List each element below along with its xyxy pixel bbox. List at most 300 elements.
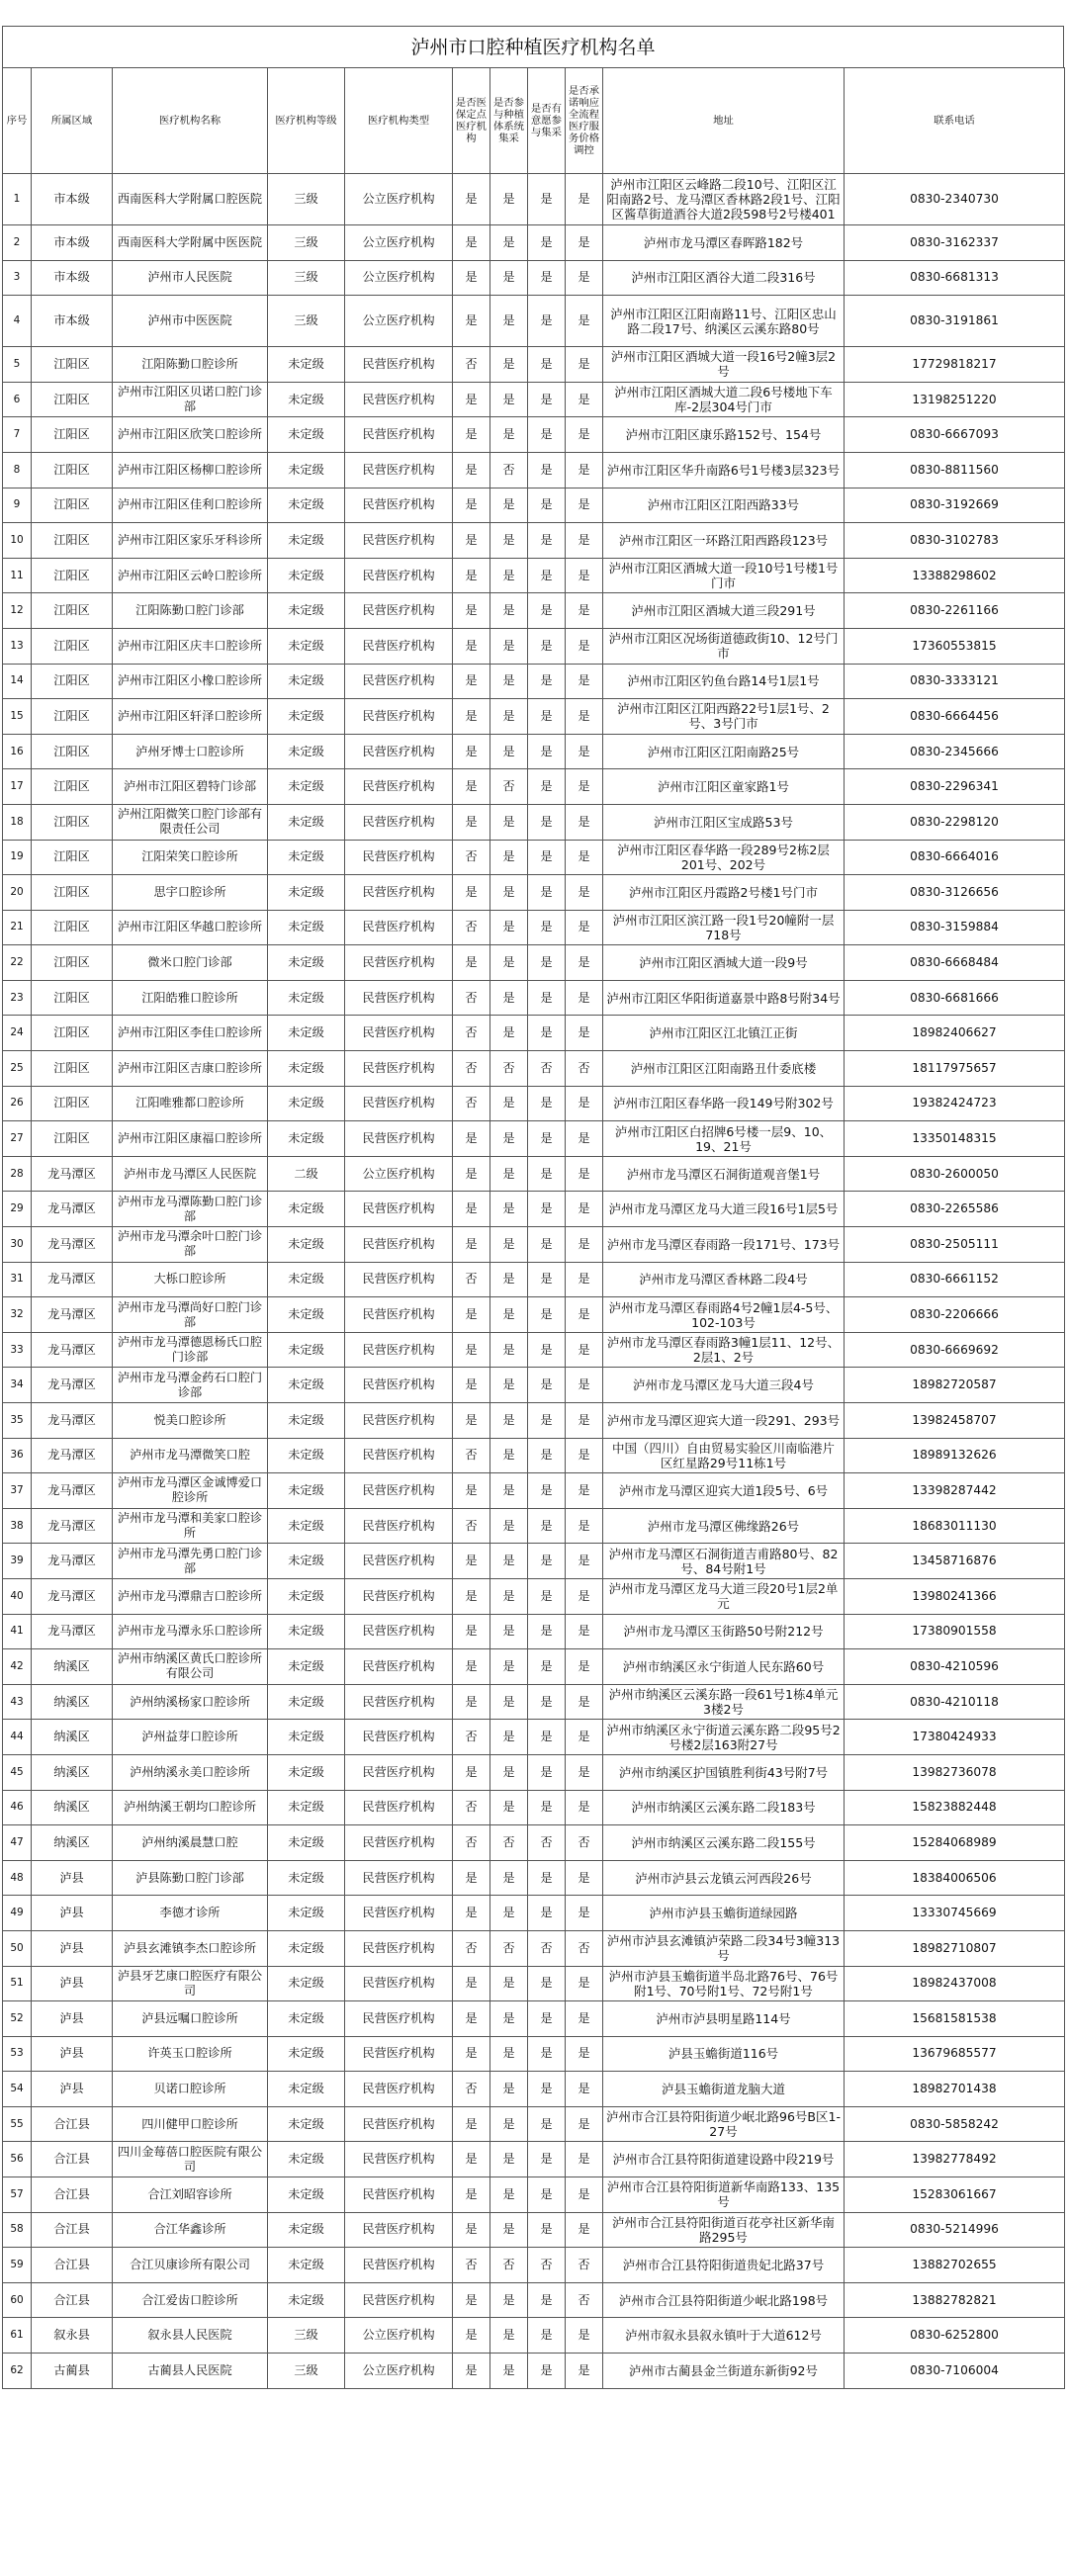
institution-name-cell: 合江爱齿口腔诊所 (113, 2282, 268, 2318)
address-cell: 中国（四川）自由贸易实验区川南临港片区红星路29号11栋1号 (603, 1438, 845, 1473)
phone-cell: 13679685577 (845, 2036, 1065, 2072)
phone-cell: 0830-2261166 (845, 593, 1065, 629)
medical-insurance-designated-cell: 是 (453, 804, 490, 840)
phone-cell: 13458716876 (845, 1544, 1065, 1579)
price-commitment-cell: 是 (566, 1368, 603, 1403)
table-row (3, 1368, 1065, 1403)
institution-name-cell: 贝诺口腔诊所 (113, 2072, 268, 2107)
address-cell: 泸州市江阳区康乐路152号、154号 (603, 417, 845, 453)
medical-insurance-designated-cell: 是 (453, 2142, 490, 2177)
medical-insurance-designated-cell: 是 (453, 1544, 490, 1579)
row-number-cell: 26 (3, 1086, 32, 1121)
region-cell: 龙马潭区 (32, 1508, 113, 1544)
institution-name-cell: 泸州纳溪王朝均口腔诊所 (113, 1790, 268, 1825)
table-row (3, 1473, 1065, 1509)
institution-type-cell: 民营医疗机构 (345, 1754, 453, 1790)
phone-cell: 0830-2206666 (845, 1297, 1065, 1333)
region-cell: 合江县 (32, 2142, 113, 2177)
region-cell: 江阳区 (32, 734, 113, 769)
row-number-cell: 24 (3, 1016, 32, 1051)
joined-procurement-cell: 否 (490, 1051, 528, 1087)
joined-procurement-cell: 是 (490, 699, 528, 735)
price-commitment-cell: 是 (566, 2072, 603, 2107)
institution-name-cell: 泸州市江阳区佳利口腔诊所 (113, 488, 268, 523)
institution-type-cell: 民营医疗机构 (345, 1860, 453, 1896)
willing-procurement-cell: 是 (528, 1508, 566, 1544)
address-cell: 泸州市江阳区江阳西路22号1层1号、2号、3号门市 (603, 699, 845, 735)
willing-procurement-cell: 是 (528, 1086, 566, 1121)
institution-type-cell: 民营医疗机构 (345, 1544, 453, 1579)
table-row (3, 2248, 1065, 2283)
price-commitment-cell: 是 (566, 1473, 603, 1509)
table-row (3, 2354, 1065, 2389)
price-commitment-cell: 是 (566, 296, 603, 347)
address-cell: 泸州市纳溪区云溪东路一段61号1栋4单元3楼2号 (603, 1684, 845, 1720)
institution-type-cell: 民营医疗机构 (345, 1227, 453, 1263)
medical-insurance-designated-cell: 是 (453, 875, 490, 911)
region-cell: 江阳区 (32, 417, 113, 453)
institution-type-cell: 民营医疗机构 (345, 1930, 453, 1966)
institution-type-cell: 公立医疗机构 (345, 1156, 453, 1192)
medical-insurance-designated-cell: 是 (453, 1368, 490, 1403)
institution-type-cell: 民营医疗机构 (345, 1790, 453, 1825)
table-row (3, 1121, 1065, 1157)
table-row (3, 1754, 1065, 1790)
phone-cell: 0830-8811560 (845, 452, 1065, 488)
institution-level-cell: 未定级 (268, 2142, 345, 2177)
medical-insurance-designated-cell: 否 (453, 1720, 490, 1755)
price-commitment-cell: 是 (566, 699, 603, 735)
table-row (3, 1544, 1065, 1579)
joined-procurement-cell: 是 (490, 1544, 528, 1579)
region-cell: 江阳区 (32, 488, 113, 523)
row-number-cell: 22 (3, 945, 32, 981)
medical-insurance-designated-cell: 是 (453, 2036, 490, 2072)
willing-procurement-cell: 是 (528, 2212, 566, 2248)
institution-level-cell: 未定级 (268, 1016, 345, 1051)
table-row (3, 347, 1065, 383)
medical-insurance-designated-cell: 是 (453, 2354, 490, 2389)
institution-type-cell: 民营医疗机构 (345, 2177, 453, 2213)
joined-procurement-cell: 是 (490, 1790, 528, 1825)
table-row (3, 558, 1065, 593)
phone-cell: 0830-3159884 (845, 910, 1065, 945)
institution-level-cell: 未定级 (268, 1473, 345, 1509)
phone-cell: 13882782821 (845, 2282, 1065, 2318)
row-number-cell: 54 (3, 2072, 32, 2107)
phone-cell: 18982710807 (845, 1930, 1065, 1966)
institution-name-cell: 泸州市龙马潭陈勤口腔门诊部 (113, 1192, 268, 1227)
joined-procurement-cell: 是 (490, 558, 528, 593)
institution-level-cell: 未定级 (268, 417, 345, 453)
joined-procurement-cell: 是 (490, 1578, 528, 1614)
joined-procurement-cell: 是 (490, 1368, 528, 1403)
phone-cell: 0830-7106004 (845, 2354, 1065, 2389)
phone-cell: 0830-4210118 (845, 1684, 1065, 1720)
institution-name-cell: 泸州市中医医院 (113, 296, 268, 347)
institution-name-cell: 泸州市江阳区云岭口腔诊所 (113, 558, 268, 593)
joined-procurement-cell: 是 (490, 804, 528, 840)
region-cell: 龙马潭区 (32, 1403, 113, 1439)
price-commitment-cell: 是 (566, 1966, 603, 2001)
medical-insurance-designated-cell: 是 (453, 1896, 490, 1931)
institution-name-cell: 四川金莓蓓口腔医院有限公司 (113, 2142, 268, 2177)
row-number-cell: 10 (3, 523, 32, 559)
row-number-cell: 55 (3, 2106, 32, 2142)
row-number-cell: 32 (3, 1297, 32, 1333)
region-cell: 龙马潭区 (32, 1614, 113, 1649)
phone-cell: 0830-2345666 (845, 734, 1065, 769)
address-cell: 泸州市龙马潭区春雨路4号2幢1层4-5号、102-103号 (603, 1297, 845, 1333)
phone-cell: 13398287442 (845, 1473, 1065, 1509)
institution-type-cell: 民营医疗机构 (345, 2282, 453, 2318)
phone-cell: 0830-6667093 (845, 417, 1065, 453)
institution-name-cell: 泸州市江阳区欣笑口腔诊所 (113, 417, 268, 453)
address-cell: 泸州市泸县云龙镇云河西段26号 (603, 1860, 845, 1896)
willing-procurement-cell: 是 (528, 2354, 566, 2389)
row-number-cell: 30 (3, 1227, 32, 1263)
address-cell: 泸州市江阳区江阳西路33号 (603, 488, 845, 523)
row-number-cell: 52 (3, 2001, 32, 2037)
row-number-cell: 9 (3, 488, 32, 523)
price-commitment-cell: 是 (566, 1614, 603, 1649)
row-number-cell: 21 (3, 910, 32, 945)
willing-procurement-cell: 是 (528, 296, 566, 347)
institution-name-cell: 悦美口腔诊所 (113, 1403, 268, 1439)
address-cell: 泸州市合江县符阳街道少岷北路198号 (603, 2282, 845, 2318)
institution-level-cell: 二级 (268, 1156, 345, 1192)
address-cell: 泸州市江阳区云峰路二段10号、江阳区江阳南路2号、龙马潭区香林路2段1号、江阳区酱草街道酒谷大道2段598号2号楼401 (603, 174, 845, 225)
region-cell: 合江县 (32, 2177, 113, 2213)
phone-cell: 17729818217 (845, 347, 1065, 383)
address-cell: 泸州市江阳区江阳南路11号、江阳区忠山路二段17号、纳溪区云溪东路80号 (603, 296, 845, 347)
willing-procurement-cell: 是 (528, 1614, 566, 1649)
institution-level-cell: 未定级 (268, 1368, 345, 1403)
phone-cell: 17380901558 (845, 1614, 1065, 1649)
willing-procurement-cell: 是 (528, 910, 566, 945)
institution-name-cell: 合江华鑫诊所 (113, 2212, 268, 2248)
table-row (3, 2106, 1065, 2142)
address-cell: 泸州市纳溪区云溪东路二段183号 (603, 1790, 845, 1825)
row-number-cell: 29 (3, 1192, 32, 1227)
willing-procurement-cell: 是 (528, 1790, 566, 1825)
institution-name-cell: 泸州市龙马潭区金诚博爱口腔诊所 (113, 1473, 268, 1509)
region-cell: 龙马潭区 (32, 1438, 113, 1473)
joined-procurement-cell: 否 (490, 1930, 528, 1966)
region-cell: 市本级 (32, 296, 113, 347)
phone-cell: 18683011130 (845, 1508, 1065, 1544)
institution-level-cell: 未定级 (268, 840, 345, 875)
medical-insurance-designated-cell: 否 (453, 2248, 490, 2283)
address-cell: 泸州市合江县符阳街道新华南路133、135号 (603, 2177, 845, 2213)
joined-procurement-cell: 是 (490, 2106, 528, 2142)
table-row (3, 1966, 1065, 2001)
institution-name-cell: 泸州市江阳区贝诺口腔门诊部 (113, 382, 268, 417)
price-commitment-cell: 是 (566, 664, 603, 699)
institution-level-cell: 未定级 (268, 734, 345, 769)
willing-procurement-cell: 是 (528, 1473, 566, 1509)
table-row (3, 417, 1065, 453)
table-row (3, 1825, 1065, 1861)
region-cell: 龙马潭区 (32, 1544, 113, 1579)
region-cell: 江阳区 (32, 1086, 113, 1121)
willing-procurement-cell: 是 (528, 875, 566, 911)
row-number-cell: 1 (3, 174, 32, 225)
medical-insurance-designated-cell: 是 (453, 1227, 490, 1263)
willing-procurement-cell: 否 (528, 2248, 566, 2283)
institution-name-cell: 泸州市纳溪区黄氏口腔诊所有限公司 (113, 1649, 268, 1685)
price-commitment-cell: 是 (566, 1896, 603, 1931)
table-row (3, 593, 1065, 629)
institution-level-cell: 未定级 (268, 910, 345, 945)
medical-insurance-designated-cell: 是 (453, 1121, 490, 1157)
address-cell: 泸州市江阳区丹霞路2号楼1号门市 (603, 875, 845, 911)
institution-level-cell: 三级 (268, 2318, 345, 2354)
address-cell: 泸州市江阳区童家路1号 (603, 769, 845, 805)
region-cell: 龙马潭区 (32, 1368, 113, 1403)
phone-cell: 0830-3162337 (845, 225, 1065, 261)
header-cell: 医疗机构等级 (268, 68, 345, 174)
institution-name-cell: 泸州牙博士口腔诊所 (113, 734, 268, 769)
institution-level-cell: 未定级 (268, 1297, 345, 1333)
institution-type-cell: 民营医疗机构 (345, 628, 453, 664)
joined-procurement-cell: 是 (490, 2282, 528, 2318)
price-commitment-cell: 是 (566, 628, 603, 664)
willing-procurement-cell: 是 (528, 1403, 566, 1439)
price-commitment-cell: 是 (566, 1227, 603, 1263)
institution-level-cell: 未定级 (268, 488, 345, 523)
address-cell: 泸州市龙马潭区迎宾大道一段291、293号 (603, 1403, 845, 1439)
joined-procurement-cell: 是 (490, 1192, 528, 1227)
institution-type-cell: 民营医疗机构 (345, 1121, 453, 1157)
region-cell: 江阳区 (32, 452, 113, 488)
region-cell: 江阳区 (32, 804, 113, 840)
institution-name-cell: 泸州纳溪杨家口腔诊所 (113, 1684, 268, 1720)
price-commitment-cell: 是 (566, 875, 603, 911)
phone-cell: 19382424723 (845, 1086, 1065, 1121)
institution-name-cell: 古蔺县人民医院 (113, 2354, 268, 2389)
institution-name-cell: 泸州市龙马潭区人民医院 (113, 1156, 268, 1192)
table-row (3, 452, 1065, 488)
institution-level-cell: 未定级 (268, 2248, 345, 2283)
institution-type-cell: 民营医疗机构 (345, 875, 453, 911)
institution-type-cell: 民营医疗机构 (345, 2142, 453, 2177)
phone-cell: 15681581538 (845, 2001, 1065, 2037)
institution-name-cell: 泸州市人民医院 (113, 260, 268, 296)
joined-procurement-cell: 是 (490, 1403, 528, 1439)
row-number-cell: 50 (3, 1930, 32, 1966)
joined-procurement-cell: 是 (490, 2177, 528, 2213)
region-cell: 市本级 (32, 174, 113, 225)
joined-procurement-cell: 是 (490, 875, 528, 911)
row-number-cell: 39 (3, 1544, 32, 1579)
institution-level-cell: 未定级 (268, 1684, 345, 1720)
willing-procurement-cell: 否 (528, 1930, 566, 1966)
region-cell: 泸县 (32, 2072, 113, 2107)
phone-cell: 0830-2340730 (845, 174, 1065, 225)
region-cell: 合江县 (32, 2248, 113, 2283)
institution-type-cell: 民营医疗机构 (345, 1508, 453, 1544)
joined-procurement-cell: 是 (490, 2212, 528, 2248)
willing-procurement-cell: 是 (528, 593, 566, 629)
institution-level-cell: 未定级 (268, 593, 345, 629)
institution-type-cell: 民营医疗机构 (345, 2036, 453, 2072)
phone-cell: 0830-3333121 (845, 664, 1065, 699)
row-number-cell: 4 (3, 296, 32, 347)
table-row (3, 664, 1065, 699)
institution-level-cell: 未定级 (268, 1614, 345, 1649)
address-cell: 泸州市江阳区江北镇江正街 (603, 1016, 845, 1051)
phone-cell: 15283061667 (845, 2177, 1065, 2213)
table-row (3, 1860, 1065, 1896)
header-cell: 是否有意愿参与集采 (528, 68, 566, 174)
region-cell: 合江县 (32, 2106, 113, 2142)
row-number-cell: 18 (3, 804, 32, 840)
table-row (3, 1156, 1065, 1192)
row-number-cell: 23 (3, 980, 32, 1016)
price-commitment-cell: 是 (566, 734, 603, 769)
institution-level-cell: 未定级 (268, 523, 345, 559)
joined-procurement-cell: 是 (490, 417, 528, 453)
institution-type-cell: 民营医疗机构 (345, 1473, 453, 1509)
table-row (3, 1262, 1065, 1297)
table-row (3, 840, 1065, 875)
price-commitment-cell: 否 (566, 1051, 603, 1087)
phone-cell: 0830-3126656 (845, 875, 1065, 911)
region-cell: 江阳区 (32, 558, 113, 593)
price-commitment-cell: 是 (566, 225, 603, 261)
institution-type-cell: 民营医疗机构 (345, 1262, 453, 1297)
institution-level-cell: 未定级 (268, 1121, 345, 1157)
willing-procurement-cell: 是 (528, 347, 566, 383)
row-number-cell: 7 (3, 417, 32, 453)
medical-insurance-designated-cell: 是 (453, 488, 490, 523)
row-number-cell: 35 (3, 1403, 32, 1439)
institution-level-cell: 未定级 (268, 2282, 345, 2318)
institution-table (2, 67, 1065, 2389)
institution-name-cell: 泸州市江阳区李佳口腔诊所 (113, 1016, 268, 1051)
region-cell: 龙马潭区 (32, 1192, 113, 1227)
joined-procurement-cell: 是 (490, 593, 528, 629)
joined-procurement-cell: 是 (490, 980, 528, 1016)
institution-name-cell: 泸州市龙马潭鼎吉口腔诊所 (113, 1578, 268, 1614)
institution-type-cell: 公立医疗机构 (345, 2318, 453, 2354)
medical-insurance-designated-cell: 是 (453, 945, 490, 981)
institution-name-cell: 泸县牙艺康口腔医疗有限公司 (113, 1966, 268, 2001)
medical-insurance-designated-cell: 是 (453, 734, 490, 769)
region-cell: 合江县 (32, 2282, 113, 2318)
address-cell: 泸县玉蟾街道龙脑大道 (603, 2072, 845, 2107)
institution-type-cell: 民营医疗机构 (345, 1684, 453, 1720)
willing-procurement-cell: 是 (528, 840, 566, 875)
willing-procurement-cell: 是 (528, 452, 566, 488)
address-cell: 泸州市泸县玉蟾街道半岛北路76号、76号附1号、70号附1号、72号附1号 (603, 1966, 845, 2001)
institution-level-cell: 未定级 (268, 1860, 345, 1896)
phone-cell: 0830-6252800 (845, 2318, 1065, 2354)
table-row (3, 1614, 1065, 1649)
institution-level-cell: 未定级 (268, 452, 345, 488)
region-cell: 市本级 (32, 225, 113, 261)
phone-cell: 0830-6664016 (845, 840, 1065, 875)
joined-procurement-cell: 是 (490, 1473, 528, 1509)
phone-cell: 15823882448 (845, 1790, 1065, 1825)
table-row (3, 1051, 1065, 1087)
region-cell: 泸县 (32, 2036, 113, 2072)
institution-type-cell: 民营医疗机构 (345, 1578, 453, 1614)
table-row (3, 2142, 1065, 2177)
address-cell: 泸州市龙马潭区春雨路3幢1层11、12号、2层1、2号 (603, 1332, 845, 1368)
joined-procurement-cell: 是 (490, 1896, 528, 1931)
willing-procurement-cell: 是 (528, 2177, 566, 2213)
institution-level-cell: 未定级 (268, 1508, 345, 1544)
joined-procurement-cell: 是 (490, 1016, 528, 1051)
phone-cell: 17380424933 (845, 1720, 1065, 1755)
joined-procurement-cell: 是 (490, 664, 528, 699)
row-number-cell: 59 (3, 2248, 32, 2283)
row-number-cell: 62 (3, 2354, 32, 2389)
willing-procurement-cell: 是 (528, 488, 566, 523)
row-number-cell: 36 (3, 1438, 32, 1473)
medical-insurance-designated-cell: 否 (453, 1790, 490, 1825)
table-row (3, 1649, 1065, 1685)
row-number-cell: 17 (3, 769, 32, 805)
region-cell: 江阳区 (32, 1121, 113, 1157)
medical-insurance-designated-cell: 是 (453, 260, 490, 296)
willing-procurement-cell: 是 (528, 2036, 566, 2072)
header-cell: 是否承诺响应全流程医疗服务价格调控 (566, 68, 603, 174)
price-commitment-cell: 是 (566, 980, 603, 1016)
table-row (3, 1438, 1065, 1473)
joined-procurement-cell: 是 (490, 523, 528, 559)
table-row (3, 2072, 1065, 2107)
willing-procurement-cell: 是 (528, 945, 566, 981)
phone-cell: 17360553815 (845, 628, 1065, 664)
address-cell: 泸州市江阳区江阳南路25号 (603, 734, 845, 769)
region-cell: 市本级 (32, 260, 113, 296)
address-cell: 泸州市江阳区钓鱼台路14号1层1号 (603, 664, 845, 699)
institution-type-cell: 民营医疗机构 (345, 2212, 453, 2248)
region-cell: 龙马潭区 (32, 1262, 113, 1297)
joined-procurement-cell: 是 (490, 1754, 528, 1790)
address-cell: 泸州市江阳区华阳街道嘉景中路8号附34号 (603, 980, 845, 1016)
institution-type-cell: 民营医疗机构 (345, 488, 453, 523)
institution-type-cell: 民营医疗机构 (345, 1368, 453, 1403)
address-cell: 泸州市江阳区滨江路一段1号20幢附一层718号 (603, 910, 845, 945)
row-number-cell: 53 (3, 2036, 32, 2072)
joined-procurement-cell: 是 (490, 1297, 528, 1333)
medical-insurance-designated-cell: 是 (453, 2106, 490, 2142)
institution-level-cell: 未定级 (268, 2177, 345, 2213)
willing-procurement-cell: 是 (528, 417, 566, 453)
row-number-cell: 46 (3, 1790, 32, 1825)
price-commitment-cell: 是 (566, 1156, 603, 1192)
header-cell: 医疗机构名称 (113, 68, 268, 174)
row-number-cell: 12 (3, 593, 32, 629)
institution-level-cell: 未定级 (268, 769, 345, 805)
joined-procurement-cell: 是 (490, 1508, 528, 1544)
row-number-cell: 58 (3, 2212, 32, 2248)
price-commitment-cell: 是 (566, 1403, 603, 1439)
willing-procurement-cell: 是 (528, 1332, 566, 1368)
institution-level-cell: 未定级 (268, 1754, 345, 1790)
price-commitment-cell: 是 (566, 452, 603, 488)
phone-cell: 0830-6661152 (845, 1262, 1065, 1297)
medical-insurance-designated-cell: 否 (453, 1086, 490, 1121)
willing-procurement-cell: 是 (528, 1016, 566, 1051)
row-number-cell: 56 (3, 2142, 32, 2177)
price-commitment-cell: 是 (566, 1860, 603, 1896)
willing-procurement-cell: 是 (528, 1684, 566, 1720)
